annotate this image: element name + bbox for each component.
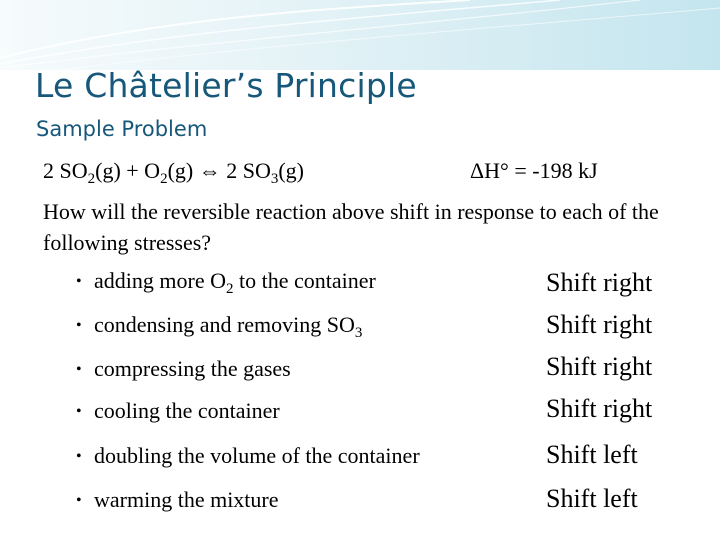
stress-text: adding more O — [94, 268, 226, 293]
bullet-icon: • — [76, 403, 82, 420]
answer-text: Shift right — [546, 310, 653, 339]
equation-subscript: 2 — [87, 171, 96, 187]
stress-text: compressing the gases — [94, 356, 291, 381]
wave-lines-decoration — [0, 0, 720, 70]
stress-item — [76, 312, 362, 342]
stress-item — [76, 398, 280, 424]
slide-title: Le Châtelier’s Principle — [35, 66, 417, 105]
stress-text: condensing and removing SO — [94, 312, 355, 337]
stress-text: warming the mixture — [94, 487, 279, 512]
answer-text: Shift left — [546, 484, 638, 513]
slide-subtitle: Sample Problem — [36, 117, 208, 141]
stress-text: to the container — [233, 268, 376, 293]
stress-item — [76, 487, 279, 513]
answer-text: Shift right — [546, 352, 653, 381]
enthalpy-value: ΔH° = -198 kJ — [470, 158, 598, 183]
answer-text: Shift right — [546, 394, 653, 423]
answer-text: Shift left — [546, 440, 638, 469]
chemical-equation — [43, 158, 304, 188]
decorative-header-band — [0, 0, 720, 70]
bullet-icon: • — [76, 492, 82, 509]
bullet-icon: • — [76, 317, 82, 334]
equation-subscript: 3 — [270, 171, 279, 187]
stress-item — [76, 443, 420, 469]
bullet-icon: • — [76, 273, 82, 290]
equation-part: (g) — [278, 158, 305, 183]
equation-part: 2 SO — [43, 158, 88, 183]
stress-text: cooling the container — [94, 398, 280, 423]
equation-subscript: 2 — [160, 171, 168, 187]
stress-item — [76, 356, 291, 382]
bullet-icon: • — [76, 448, 82, 465]
equation-part: (g) + O — [95, 158, 161, 183]
question-text: How will the reversible reaction above shift in response to each of the following stresses? — [43, 199, 659, 255]
stress-subscript: 2 — [225, 281, 234, 297]
equation-part: (g) ⇔ 2 SO — [167, 158, 271, 183]
stress-item — [76, 268, 376, 298]
bullet-icon: • — [76, 361, 82, 378]
answer-text: Shift right — [546, 268, 653, 297]
stress-text: doubling the volume of the container — [94, 443, 420, 468]
stress-subscript: 3 — [354, 325, 363, 341]
